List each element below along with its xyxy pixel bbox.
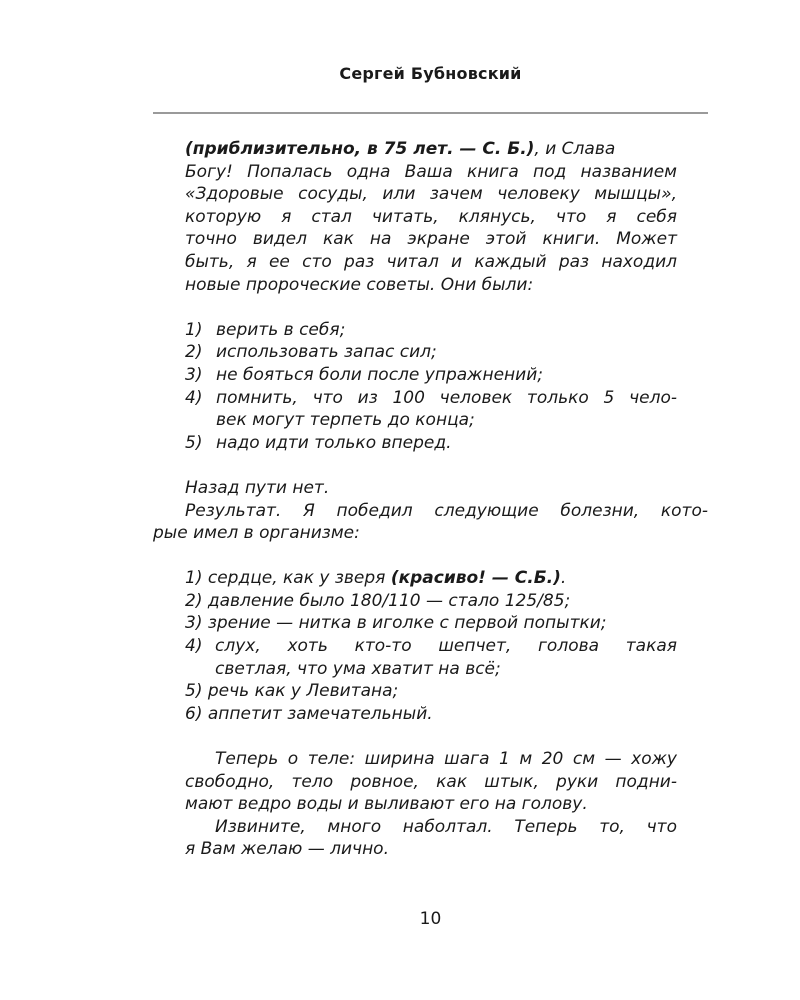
paragraph-gap xyxy=(0,725,800,748)
list-item: 5) надо идти только вперед. xyxy=(185,432,452,453)
text-line: Извините, много наболтал. Теперь то, что xyxy=(215,816,677,837)
text-line: точно видел как на экране этой книги. Может xyxy=(185,229,677,250)
text-line: быть, я ее сто раз читал и каждый раз находил xyxy=(185,251,677,272)
list-item-continuation: светлая, что ума хватит на всё; xyxy=(215,658,501,679)
list-item: 3) не бояться боли после упражнений; xyxy=(185,364,543,385)
paragraph-gap xyxy=(0,296,800,319)
header-rule xyxy=(153,112,708,114)
list-item-continuation: век могут терпеть до конца; xyxy=(216,410,475,431)
text-line: «Здоровые сосуды, или зачем человеку мышцы», xyxy=(185,184,677,205)
text-line: Теперь о теле: ширина шага 1 м 20 см — хожу xyxy=(215,749,677,770)
text-line: которую я стал читать, клянусь, что я себя xyxy=(185,206,677,227)
text-line: Богу! Попалась одна Ваша книга под названием xyxy=(185,161,677,182)
bold-note: (приблизительно, в 75 лет. — С. Б.) xyxy=(185,139,535,159)
list-item: 3) зрение — нитка в иголке с первой попытки; xyxy=(185,613,607,634)
list-item: 1) сердце, как у зверя (красиво! — С.Б.). xyxy=(185,568,567,589)
paragraph-gap xyxy=(0,454,800,477)
text-line: (приблизительно, в 75 лет. — С. Б.), и Слава xyxy=(185,139,616,159)
list-item: 4) слух, хоть кто-то шепчет, голова такая xyxy=(185,636,677,657)
text-line: новые пророческие советы. Они были: xyxy=(185,274,534,295)
list-item: 4) помнить, что из 100 человек только 5 чело- xyxy=(185,387,677,408)
text-line: Результат. Я победил следующие болезни, кото- xyxy=(185,500,708,521)
page-body xyxy=(0,138,800,861)
text-line: свободно, тело ровное, как штык, руки подни- xyxy=(185,771,677,792)
running-header: Сергей Бубновский xyxy=(339,64,522,83)
bold-note: (красиво! — С.Б.) xyxy=(390,568,561,589)
list-item: 1) верить в себя; xyxy=(185,319,346,340)
paragraph-gap xyxy=(0,545,800,568)
list-item: 2) давление было 180/110 — стало 125/85; xyxy=(185,590,571,611)
text-line: рые имел в организме: xyxy=(153,523,360,544)
text-line: мают ведро воды и выливают его на голову. xyxy=(185,794,588,815)
text-line: я Вам желаю — лично. xyxy=(185,839,389,860)
text-line: Назад пути нет. xyxy=(185,477,330,498)
list-item: 2) использовать запас сил; xyxy=(185,342,437,363)
list-item: 6) аппетит замечательный. xyxy=(185,703,433,724)
list-item: 5) речь как у Левитана; xyxy=(185,681,399,702)
page-number: 10 xyxy=(419,909,442,929)
